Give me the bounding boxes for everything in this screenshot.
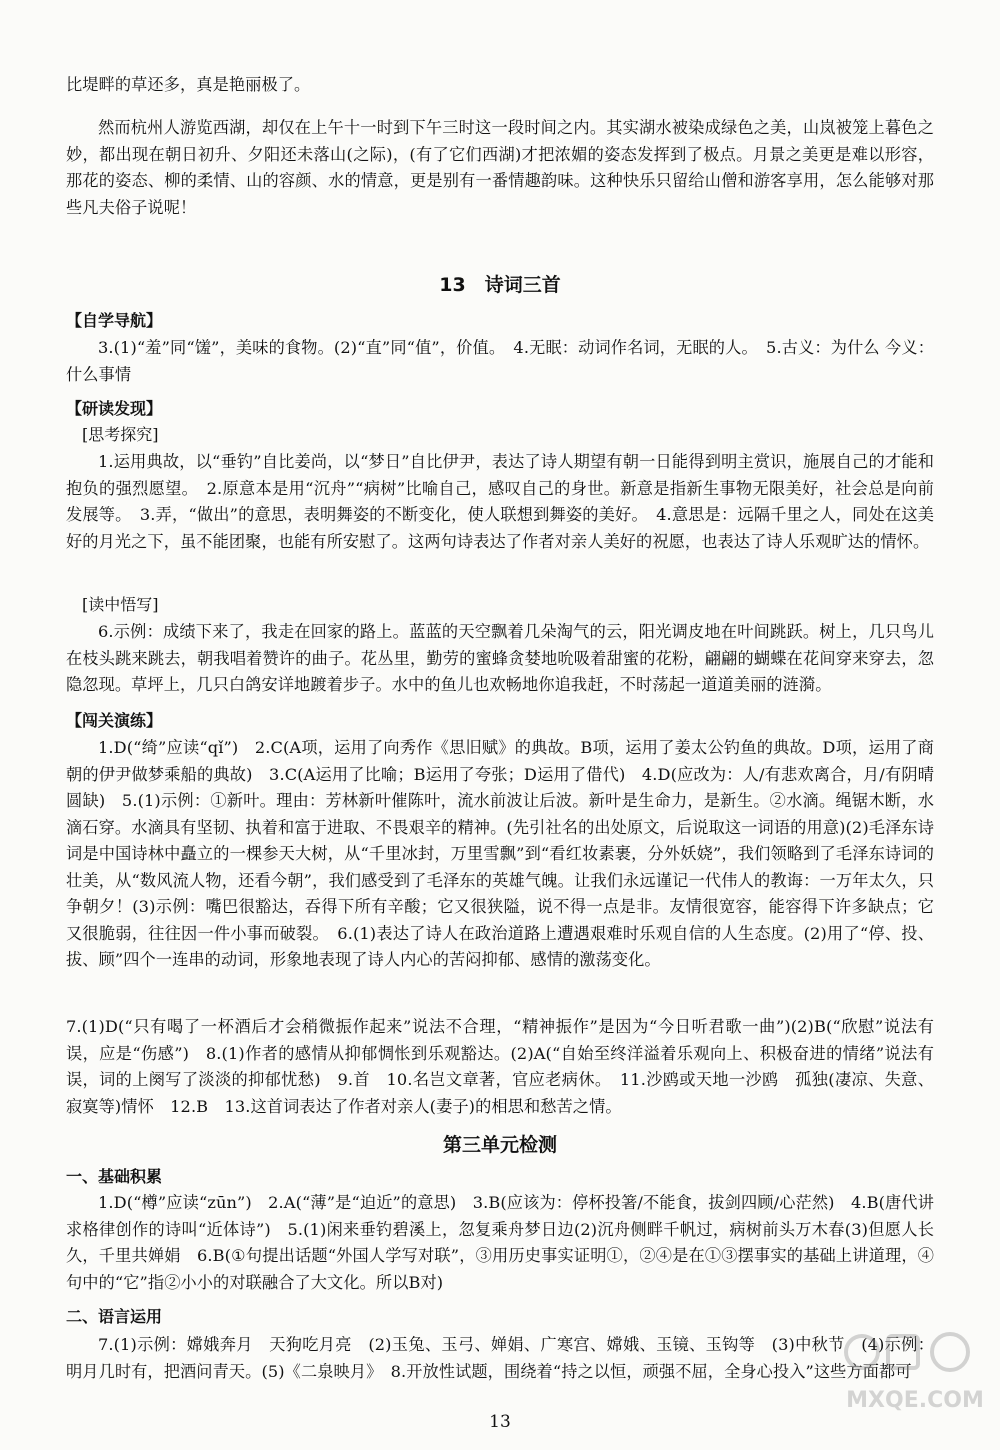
reading-writing-answer: 6.示例：成绩下来了，我走在回家的路上。蓝蓝的天空飘着几朵淘气的云，阳光调皮地在叶间跳跃。树上，几只鸟儿在枝头跳来跳去，朝我唱着赞许的曲子。花丛里，勤劳的蜜蜂贪婪地吮吸着甜蜜的花粉，翩翩的蝴蝶在花间穿来穿去，忽隐忽现。草坪上，几只白鸽安详地踱着步子。水中的鱼儿也欢畅地你追我赶，不时荡起一道道美丽的涟漪。 <box>66 622 934 694</box>
svg-text:MXQE.COM: MXQE.COM <box>846 1388 984 1413</box>
practice-answers: 1.D(“绮”应读“qǐ”) 2.C(A项，运用了向秀作《思旧赋》的典故。B项，运用了姜太公钓鱼的典故。D项，运用了商朝的伊尹做梦乘船的典故) 3.C(A运用了比喻；B运用了夸张；D运用了借代) 4.D(应改为：人/有悲欢离合，月/有阴晴圆缺) 5.(1)示例：①新叶。理由：芳林新叶催陈叶，流水前波让后波。新叶是生命力，是新生。②水滴。绳锯木断，水滴石穿。水滴具有坚韧、执着和富于进取、不畏艰辛的精神。(先引社名的出处原文，后说取这一词语的用意)(2)毛泽东诗词是中国诗林中矗立的一棵参天大树，从“千里冰封，万里雪飘”到“看红妆素裹，分外妖娆”，我们领略到了毛泽东诗词的壮美，从“数风流人物，还看今朝”，我们感受到了毛泽东的英雄气魄。让我们永远谨记一代伟人的教诲：一万年太久，只争朝夕！(3)示例：嘴巴很豁达，吞得下所有辛酸；它又很狭隘，说不得一点是非。友情很宽容，能容得下许多缺点；它又很脆弱，往往因一件小事而破裂。 6.(1)表达了诗人在政治道路上遭遇艰难时乐观自信的人生态度。(2)用了“停、投、拔、顾”四个一连串的动词，形象地表现了诗人内心的苦闷抑郁、感情的激荡变化。 <box>66 738 934 969</box>
heading-language-use: 二、语言运用 <box>66 1307 163 1326</box>
section-title: 13 诗词三首 <box>439 274 561 296</box>
page-number: 13 <box>489 1412 511 1432</box>
watermark-logo <box>840 1322 990 1422</box>
basics-answers: 1.D(“樽”应读“zūn”) 2.A(“薄”是“迫近”的意思) 3.B(应该为：停杯投箸/不能食，拔剑四顾/心茫然) 4.B(唐代讲求格律创作的诗叫“近体诗”) 5.(1)闲来垂钓碧溪上，忽复乘舟梦日边(2)沉舟侧畔千帆过，病树前头万木春(3)但愿人长久，千里共婵娟 6.B(①句提出话题“外国人学写对联”，③用历史事实证明①，②④是在①③摆事实的基础上讲道理，④句中的“它”指②小小的对联融合了大文化。所以B对) <box>66 1193 934 1292</box>
self-study-answers: 3.(1)“羞”同“馐”，美味的食物。(2)“直”同“值”，价值。 4.无眠：动词作名词，无眠的人。 5.古义：为什么 今义：什么事情 <box>66 338 934 384</box>
subheading-thinking: [思考探究] <box>82 425 159 444</box>
unit-test-title: 第三单元检测 <box>442 1134 557 1156</box>
heading-basics: 一、基础积累 <box>66 1167 163 1186</box>
heading-practice: 【闯关演练】 <box>66 711 163 730</box>
language-use-answers: 7.(1)示例：嫦娥奔月 天狗吃月亮 (2)玉兔、玉弓、婵娟、广寒宫、嫦娥、玉镜、玉钩等 (3)中秋节 (4)示例：明月几时有，把酒问青天。(5)《二泉映月》 8.开放性试题，围绕着“持之以恒，顽强不屈，全身心投入”这些方面都可 <box>66 1335 934 1381</box>
practice-answers-continued: 7.(1)D(“只有喝了一杯酒后才会稍微振作起来”说法不合理，“精神振作”是因为“今日听君歌一曲”)(2)B(“欣慰”说法有误，应是“伤感”) 8.(1)作者的感情从抑郁惆怅到乐观豁达。(2)A(“自始至终洋溢着乐观向上、积极奋进的情绪”说法有误，词的上阕写了淡淡的抑郁忧愁) 9.首 10.名岂文章著，官应老病休。 11.沙鸥或天地一沙鸥 孤独(凄凉、失意、寂寞等)情怀 12.B 13.这首词表达了作者对亲人(妻子)的相思和愁苦之情。 <box>66 1017 934 1116</box>
subheading-reading-writing: [读中悟写] <box>82 595 159 614</box>
thinking-answers: 1.运用典故，以“垂钓”自比姜尚，以“梦日”自比伊尹，表达了诗人期望有朝一日能得到明主赏识，施展自己的才能和抱负的强烈愿望。 2.原意本是用“沉舟”“病树”比喻自己，感叹自己的身世。新意是指新生事物无限美好，社会总是向前发展等。 3.弄，“做出”的意思，表明舞姿的不断变化，使人联想到舞姿的美好。 4.意思是：远隔千里之人，同处在这美好的月光之下，虽不能团聚，也能有所安慰了。这两句诗表达了作者对亲人美好的祝愿，也表达了诗人乐观旷达的情怀。 <box>66 452 934 551</box>
heading-self-study: 【自学导航】 <box>66 311 163 330</box>
heading-study-discovery: 【研读发现】 <box>66 399 163 418</box>
intro-paragraph: 然而杭州人游览西湖，却仅在上午十一时到下午三时这一段时间之内。其实湖水被染成绿色之美，山岚被笼上暮色之妙，都出现在朝日初升、夕阳还未落山(之际)，(有了它们西湖)才把浓媚的姿态发挥到了极点。月景之美更是难以形容，那花的姿态、柳的柔情、山的容颜、水的情意，更是别有一番情趣韵味。这种快乐只留给山僧和游客享用，怎么能够对那些凡夫俗子说呢！ <box>66 118 934 217</box>
intro-line: 比堤畔的草还多，真是艳丽极了。 <box>66 75 311 94</box>
